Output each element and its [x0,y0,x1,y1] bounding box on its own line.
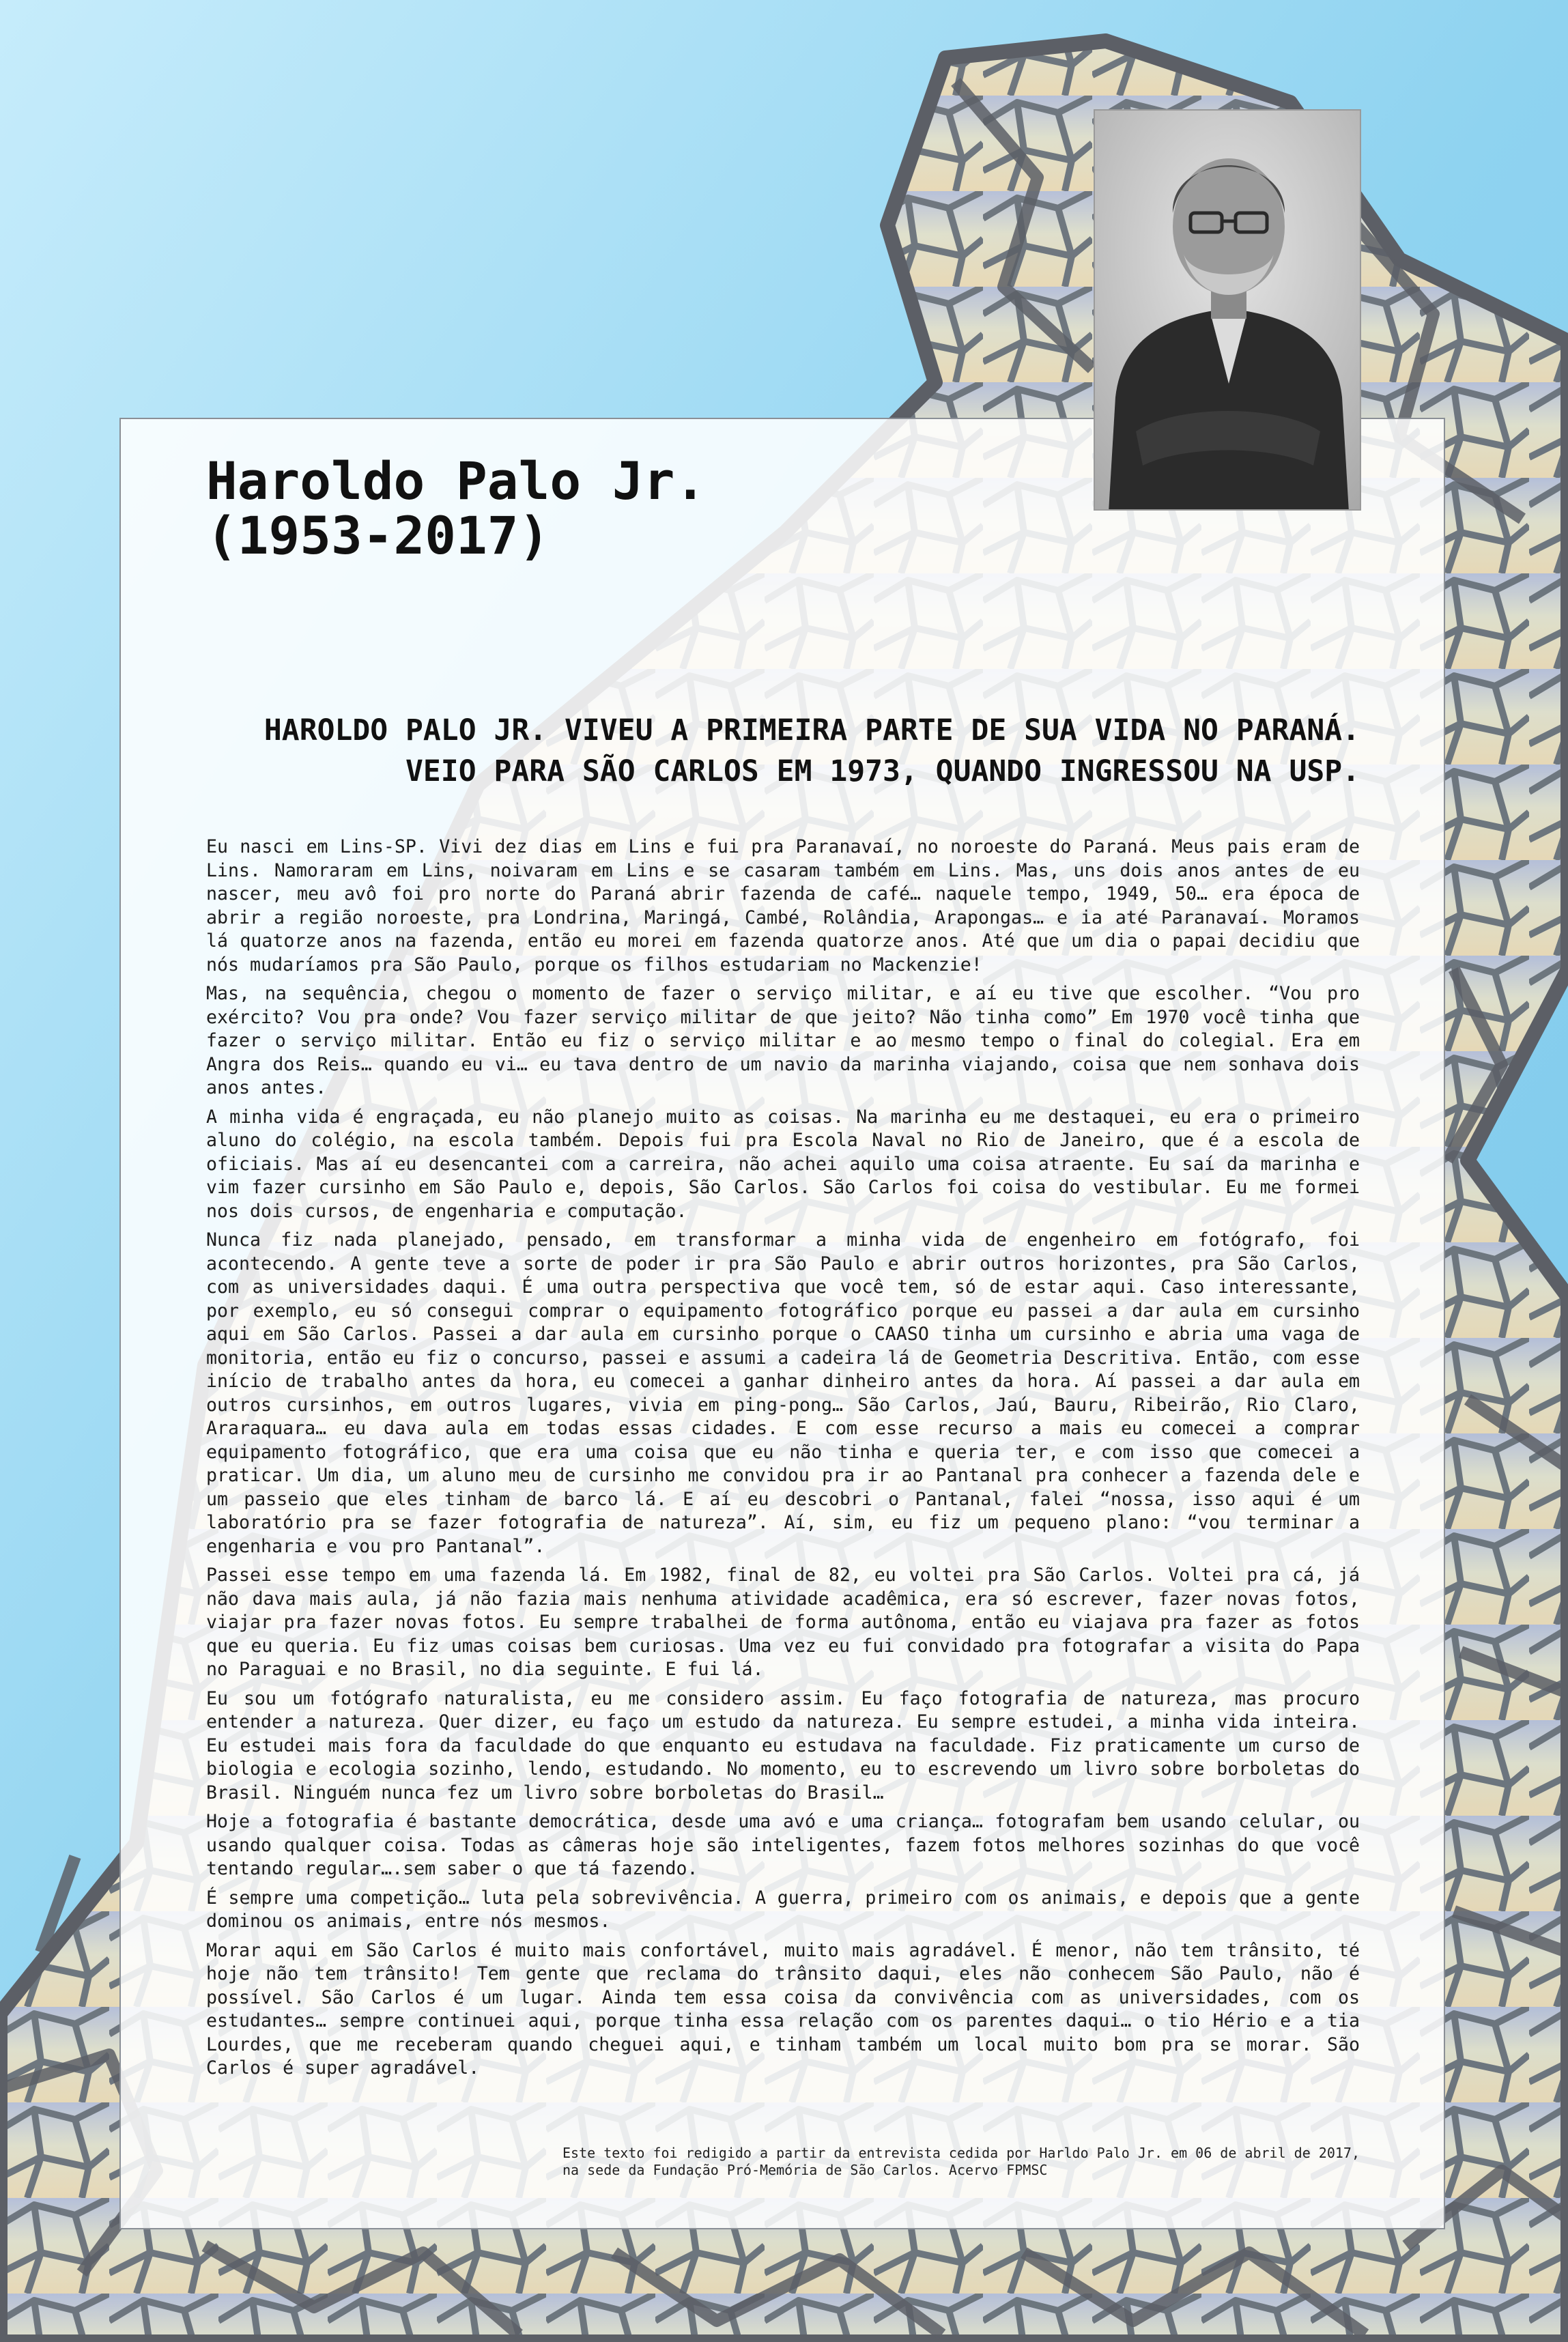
subtitle [206,710,1360,792]
paragraph: Passei esse tempo em uma fazenda lá. Em 1982, final de 82, eu voltei pra São Carlos. Voltei pra cá, já não dava mais aula, já não fazia mais nenhuma atividade acadêmica, era só escrever, fazer novas fotos, viajar pra fazer novas fotos. Eu sempre trabalhei de forma autônoma, então eu viajava pra fazer as fotos que eu queria. Eu fiz umas coisas bem curiosas. Uma vez eu fui convidado pra fotografar a visita do Papa no Paraguai e no Brasil, no dia seguinte. E fui lá. [206,1565,1360,1680]
biography-text [206,836,1360,2086]
subtitle-line: HAROLDO PALO JR. VIVEU A PRIMEIRA PARTE DE SUA VIDA NO PARANÁ. [263,713,1360,747]
source-credit: Este texto foi redigido a partir da entrevista cedida por Harldo Palo Jr. em 06 de abril de 2017, na sede da Fundação Pró-Memória de São Carlos. Acervo FPMSC [562,2145,1360,2178]
paragraph: A minha vida é engraçada, eu não planejo muito as coisas. Na marinha eu me destaquei, eu era o primeiro aluno do colégio, na escola também. Depois fui pra Escola Naval no Rio de Janeiro, que é a escola de oficiais. Mas aí eu desencantei com a carreira, não achei aquilo uma coisa atraente. Eu saí da marinha e vim fazer cursinho em São Paulo e, depois, São Carlos. São Carlos foi coisa do vestibular. Eu me formei nos dois cursos, de engenharia e computação. [206,1106,1360,1222]
subtitle-line: VEIO PARA SÃO CARLOS EM 1973, QUANDO INGRESSOU NA USP. [405,754,1360,788]
paragraph: Nunca fiz nada planejado, pensado, em transformar a minha vida de engenheiro em fotógrafo, foi acontecendo. A gente teve a sorte de poder ir pra São Paulo e abrir outros horizontes, pra São Carlos, com as universidades daqui. É uma outra perspectiva que você tem, só de estar aqui. Caso interessante, por exemplo, eu só consegui comprar o equipamento fotográfico porque eu passei a dar aula em cursinho aqui em São Carlos. Passei a dar aula em cursinho porque o CAASO tinha um cursinho e abria uma vaga de monitoria, então eu fiz o concurso, passei e assumi a cadeira lá de Geometria Descritiva. Então, com esse início de trabalho antes da hora, eu comecei a ganhar dinheiro antes da hora. Aí passei a dar aula em outros cursinhos, em outros lugares, vivia em ping-pong… São Carlos, Jaú, Bauru, Ribeirão, Rio Claro, Araraquara… eu dava aula em todas essas cidades. E com esse recurso a mais eu comecei a comprar equipamento fotográfico, que era uma coisa que eu não tinha e queria ter, e com isso que comecei a praticar. Um dia, um aluno meu de cursinho me convidou pra ir ao Pantanal pra conhecer a fazenda dele e um passeio que eles tinham de barco lá. E aí eu descobri o Pantanal, falei “nossa, isso aqui é um laboratório pra se fazer fotografia de natureza”. Aí, sim, eu fiz um pequeno plano: “vou terminar a engenharia e vou pro Pantanal”. [206,1229,1360,1557]
person-name: Haroldo Palo Jr. [206,451,707,511]
portrait-illustration [1095,111,1361,511]
paragraph: É sempre uma competição… luta pela sobrevivência. A guerra, primeiro com os animais, e depois que a gente dominou os animais, entre nós mesmos. [206,1887,1360,1932]
paragraph: Eu sou um fotógrafo naturalista, eu me considero assim. Eu faço fotografia de natureza, mas procuro entender a natureza. Quer dizer, eu faço um estudo da natureza. Eu sempre estudei, a minha vida inteira. Eu estudei mais fora da faculdade do que enquanto eu estudava na faculdade. Fiz praticamente um curso de biologia e ecologia sozinho, lendo, estudando. No momento, eu to escrevendo um livro sobre borboletas do Brasil. Ninguém nunca fez um livro sobre borboletas do Brasil… [206,1687,1360,1803]
portrait-photo [1094,109,1361,511]
paragraph: Eu nasci em Lins-SP. Vivi dez dias em Lins e fui pra Paranavaí, no noroeste do Paraná. Meus pais eram de Lins. Namoraram em Lins, noivaram em Lins e se casaram também em Lins. Mas, uns dois anos antes de eu nascer, meu avô foi pro norte do Paraná abrir fazenda de café… naquele tempo, 1949, 50… era época de abrir a região noroeste, pra Londrina, Maringá, Cambé, Rolândia, Arapongas… e ia até Paranavaí. Moramos lá quatorze anos na fazenda, então eu morei em fazenda quatorze anos. Até que um dia o papai decidiu que nós mudaríamos pra São Paulo, porque os filhos estudariam no Mackenzie! [206,836,1360,975]
page-title [206,451,1059,566]
life-years: (1953-2017) [206,504,550,566]
paragraph: Morar aqui em São Carlos é muito mais confortável, muito mais agradável. É menor, não tem trânsito, té hoje não tem trânsito! Tem gente que reclama do trânsito daqui, eles não conhecem São Paulo, não é possível. São Carlos é um lugar. Ainda tem essa coisa da convivência com as universidades, com os estudantes… sempre continuei aqui, porque tinha essa relação com os parentes daqui… o tio Hério e a tia Lourdes, que me receberam quando cheguei aqui, e tinham também um local muito bom pra se morar. São Carlos é super agradável. [206,1939,1360,2079]
paragraph: Mas, na sequência, chegou o momento de fazer o serviço militar, e aí eu tive que escolher. “Vou pro exército? Vou pra onde? Vou fazer serviço militar de que jeito? Não tinha como” Em 1970 você tinha que fazer o serviço militar. Então eu fiz o serviço militar e ao mesmo tempo o final do colegial. Era em Angra dos Reis… quando eu vi… eu tava dentro de um navio da marinha viajando, coisa que nem sonhava dois anos antes. [206,983,1360,1098]
paragraph: Hoje a fotografia é bastante democrática, desde uma avó e uma criança… fotografam bem usando celular, ou usando qualquer coisa. Todas as câmeras hoje são inteligentes, fazem fotos melhores sozinhas do que você tentando regular….sem saber o que tá fazendo. [206,1811,1360,1879]
